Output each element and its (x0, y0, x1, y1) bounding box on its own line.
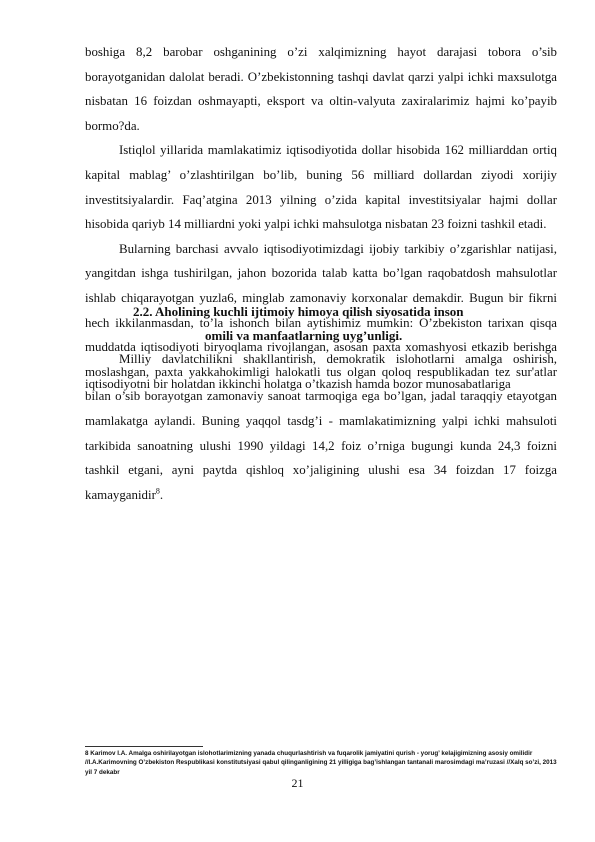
paragraph-4: Milliy davlatchilikni shakllantirish, demokratik islohotlarni amalga oshirish, iqtisodiyotni bir holatdan ikkinchi holatga o’tkazish hamda bozor munosabatlariga (85, 352, 557, 391)
footnote-text: Karimov I.A. Amalga oshirilayotgan islohotlarimizning yanada chuqurlashtirish va fuqarolik jamiyatini qurish - yorug’ kelajigimizning asosiy omilidir //I.A.Karimovning O’zbekiston Respublikasi konstitutsiyasi qabul qilinganligining 21 yilligiga bag’ishlangan tantanali marosimdagi ma’ruzasi //Xalq so’zi, 2013 yil 7 dekabr (85, 750, 557, 776)
page-number: 21 (291, 776, 304, 790)
footnote (85, 749, 557, 777)
heading-line-1: 2.2. Aholining kuchli ijtimoiy himoya qilish siyosatida inson (133, 304, 464, 319)
continuation-text (85, 347, 557, 396)
footnote-separator (85, 746, 203, 747)
paragraph-3-text: Bularning barchasi avvalo iqtisodiyotimizdagi ijobiy tarkibiy o’zgarishlar natijasi, yangitdan ishga tushirilgan, jahon bozorida talab katta bo’lgan raqobatdosh mahsulotlar ishlab chiqarayotgan yuzla6, minglab zamonaviy korxonalar demakdir. Bugun bir fikrni hech ikkilanmasdan, to’la ishonch bilan aytishimiz mumkin: O’zbekiston tarixan qisqa muddatda iqtisodiyoti biryoqlama rivojlangan, asosan paxta xomashyosi etkazib berishga moslashgan, paxta yakkahokimligi halokatli tus olgan qoloq respublikadan tez sur'atlar bilan o’sib borayotgan zamonaviy sanoat tarmoqiga ega bo’lgan, jadal taraqqiy etayotgan mamlakatga aylandi. Buning yaqqol tasdg’i - mamlakatimizning yalpi ichki mahsuloti tarkibida sanoatning ulushi 1990 yildagi 14,2 foiz o’rniga bugungi kunda 24,3 foizni tashkil etgani, ayni paytda qishloq xo’jaligining ulushi esa 34 foizdan 17 foizga kamayganidir (85, 241, 557, 502)
section-heading (85, 300, 557, 348)
paragraph-2: Istiqlol yillarida mamlakatimiz iqtisodiyotida dollar hisobida 162 milliarddan ortiq kapital mablag’ o’zlashtirilgan bo’lib, buning 56 milliard dollardan ziyodi xorijiy investitsiyalardir. Faq’atgina 2013 yilning o’zida kapital investitsiyalar hajmi dollar hisobida qariyb 14 milliardni yoki yalpi ichki mahsulotga nisbatan 23 foizni tashkil etadi. (85, 143, 557, 232)
footnote-number: 8 (85, 750, 89, 757)
heading-line-2: omili va manfaatlarning uyg’unligi. (205, 328, 403, 343)
paragraph-3-end: . (159, 487, 164, 502)
paragraph-1: boshiga 8,2 barobar oshganining o’zi xalqimizning hayot darajasi tobora o’sib borayotganidan dalolat beradi. O’zbekistonning tashqi davlat qarzi yalpi ichki maxsulotga nisbatan 16 foizdan oshmayapti, eksport va oltin-valyuta zaxiralarimiz hajmi ko’payib bormo?da. (85, 45, 557, 133)
main-text (85, 40, 557, 507)
footnote-ref[interactable]: 8 (155, 486, 160, 496)
